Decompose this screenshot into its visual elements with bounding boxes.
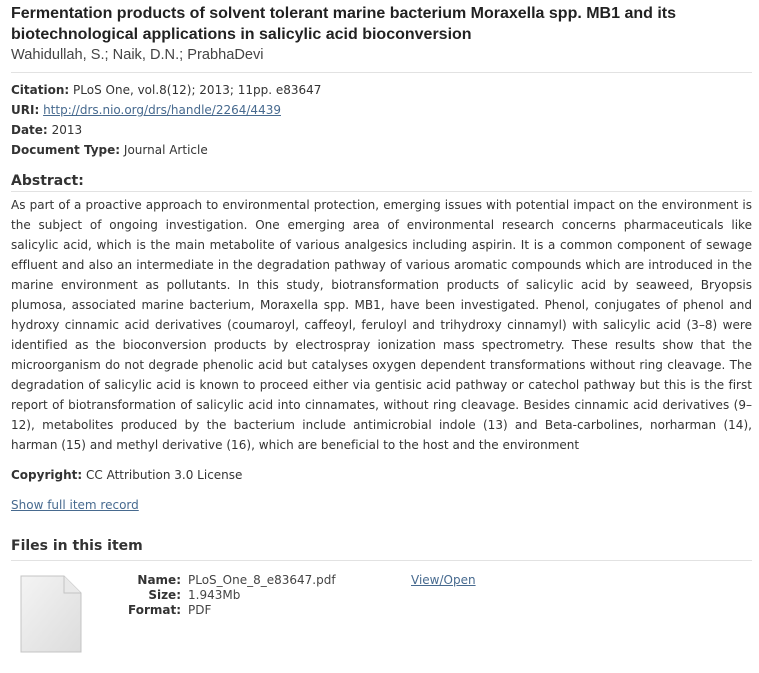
divider (11, 191, 752, 192)
file-size-row (126, 588, 336, 603)
item-view (11, 4, 752, 673)
view-open-link[interactable]: View/Open (411, 573, 476, 587)
file-row (11, 573, 752, 673)
file-format-value: PDF (188, 603, 212, 617)
divider (11, 72, 752, 73)
document-type-label: Document Type: (11, 143, 121, 157)
document-icon[interactable] (20, 575, 82, 653)
document-type-value: Journal Article (123, 143, 208, 157)
copyright-field (11, 465, 752, 485)
document-icon-graphic (20, 575, 82, 653)
page-title: Fermentation products of solvent tolerant marine bacterium Moraxella spp. MB1 and its biotechnological applications in salicylic acid bioconversion (11, 5, 677, 43)
file-name-value: PLoS_One_8_e83647.pdf (188, 573, 336, 587)
document-type-field (11, 140, 752, 160)
copyright-label: Copyright: (11, 468, 83, 482)
citation-label: Citation: (11, 83, 70, 97)
show-full-record (11, 495, 752, 515)
abstract-heading: Abstract: (11, 173, 84, 189)
file-name-row (126, 573, 336, 588)
divider (11, 560, 752, 561)
uri-link[interactable]: http://drs.nio.org/drs/handle/2264/4439 (43, 103, 281, 117)
copyright-value: CC Attribution 3.0 License (86, 468, 243, 482)
uri-label: URI: (11, 103, 40, 117)
file-metadata (126, 573, 336, 618)
citation-value: PLoS One, vol.8(12); 2013; 11pp. e83647 (73, 83, 322, 97)
file-name-label: Name: (137, 573, 181, 587)
citation-field (11, 80, 752, 100)
file-size-value: 1.943Mb (188, 588, 241, 602)
show-full-record-link[interactable]: Show full item record (11, 498, 139, 512)
metadata-fields (11, 80, 752, 160)
file-action (411, 573, 476, 588)
uri-field (11, 100, 752, 120)
abstract-text: As part of a proactive approach to environmental protection, emerging issues with potential impact on the environment is the subject of ongoing investigation. One emerging area of environmental research concerns pharmaceuticals like salicylic acid, which is the main metabolite of various analgesics including aspirin. It is a common component of sewage effluent and also an intermediate in the degradation pathway of various aromatic compounds which are introduced in the marine environment as pollutants. In this study, biotransformation products of salicylic acid by seaweed, Bryopsis plumosa, associated marine bacterium, Moraxella spp. MB1, have been investigated. Phenol, conjugates of phenol and hydroxy cinnamic acid derivatives (coumaroyl, caffeoyl, feruloyl and trihydroxy cinnamyl) with salicylic acid (3–8) were identified as the bioconversion products by electrospray ionization mass spectrometry. These results show that the microorganism do not degrade phenolic acid but catalyses oxygen dependent transformations without ring cleavage. The degradation of salicylic acid is known to proceed either via gentisic acid pathway or catechol pathway but this is the first report of biotransformation of salicylic acid into cinnamates, without ring cleavage. Besides cinnamic acid derivatives (9–12), metabolites produced by the bacterium include antimicrobial indole (13) and Beta-carbolines, norharman (14), harman (15) and methyl derivative (16), which are beneficial to the host and the environment (11, 198, 752, 452)
file-format-row (126, 603, 336, 618)
file-format-label: Format: (127, 603, 181, 617)
authors: Wahidullah, S.; Naik, D.N.; PrabhaDevi (11, 47, 264, 63)
files-heading: Files in this item (11, 538, 143, 554)
date-label: Date: (11, 123, 48, 137)
file-size-label: Size: (148, 588, 181, 602)
date-field (11, 120, 752, 140)
date-value: 2013 (51, 123, 83, 137)
